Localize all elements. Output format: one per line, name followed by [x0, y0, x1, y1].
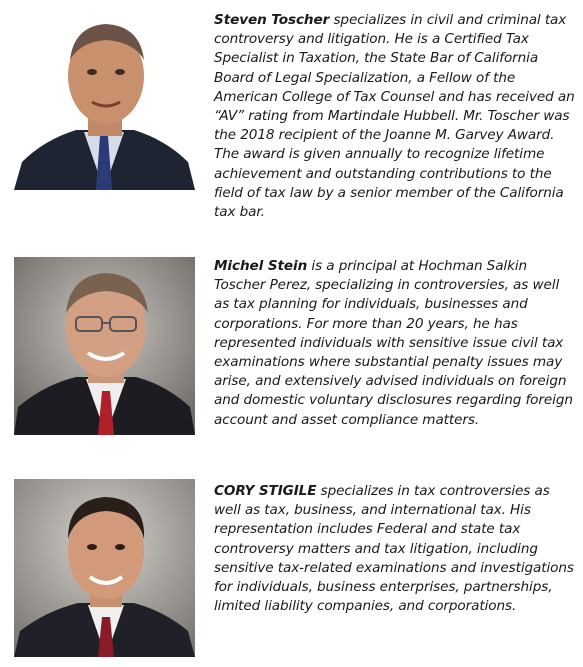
- portrait-photo: [14, 257, 195, 435]
- bio-text: [214, 11, 576, 222]
- portrait-photo: [14, 479, 195, 657]
- bio-description: specializes in tax controversies as well as tax, business, and international tax. His representation includes Federal and state tax controversy matters and tax litigation, including sensitive tax-related examinations and investigations for individuals, business enterprises, partnerships, limited liability companies, and corporations.: [214, 483, 574, 615]
- bio-text: [214, 482, 576, 616]
- bio-description: specializes in civil and criminal tax controversy and litigation. He is a Certified Tax Specialist in Taxation, the State Bar of California Board of Legal Specialization, a Fellow of the American College of Tax Counsel and has received an “AV” rating from Martindale Hubbell. Mr. Toscher was the 2018 recipient of the Joanne M. Garvey Award. The award is given annually to recognize lifetime achievement and outstanding contributions to the field of tax law by a senior member of the California tax bar.: [214, 12, 575, 221]
- bio-description: is a principal at Hochman Salkin Toscher Perez, specializing in controversies, as well as tax planning for individuals, businesses and corporations. For more than 20 years, he has represented individuals with sensitive issue civil tax examinations where substantial penalty issues may arise, and extensively advised individuals on foreign and domestic voluntary disclosures regarding foreign account and asset compliance matters.: [214, 258, 573, 428]
- bio-name: Steven Toscher: [214, 12, 330, 28]
- portrait-photo: [14, 12, 195, 190]
- bio-name: Michel Stein: [214, 258, 308, 274]
- bio-text: [214, 257, 576, 430]
- bio-name: CORY STIGILE: [214, 483, 317, 499]
